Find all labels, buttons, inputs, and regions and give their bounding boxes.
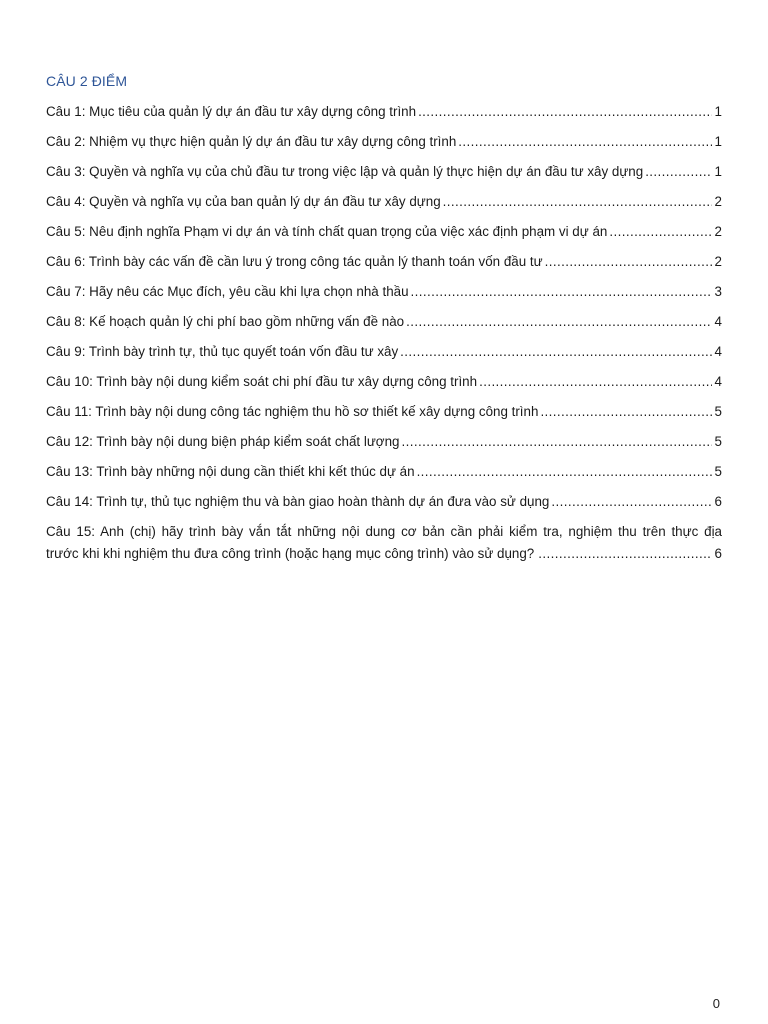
dot-leader: [479, 371, 711, 393]
dot-leader: [540, 401, 711, 423]
toc-entry[interactable]: [46, 491, 722, 521]
toc-entry-title: Câu 5: Nêu định nghĩa Phạm vi dự án và tính chất quan trọng của việc xác định phạm vi dự án: [46, 224, 608, 239]
toc-entry[interactable]: [46, 161, 722, 191]
toc-entry-page: 5: [714, 464, 722, 479]
toc-entry-page: 1: [714, 104, 722, 119]
toc-entry-page: 5: [714, 434, 722, 449]
toc-entry[interactable]: [46, 461, 722, 491]
dot-leader: [411, 281, 712, 303]
toc-entry[interactable]: [46, 431, 722, 461]
toc-entry-title: Câu 11: Trình bày nội dung công tác nghiệm thu hồ sơ thiết kế xây dựng công trình: [46, 404, 539, 419]
toc-entry-title: Câu 13: Trình bày những nội dung cần thiết khi kết thúc dự án: [46, 464, 415, 479]
dot-leader: [406, 311, 711, 333]
toc-entry-title: Câu 9: Trình bày trình tự, thủ tục quyết toán vốn đầu tư xây: [46, 344, 399, 359]
toc-entry-title: Câu 1: Mục tiêu của quản lý dự án đầu tư xây dựng công trình: [46, 104, 417, 119]
dot-leader: [443, 191, 712, 213]
toc-entry-title-line2: trước khi khi nghiệm thu đưa công trình (hoặc hạng mục công trình) vào sử dụng?: [46, 546, 535, 561]
toc-entry-title: Câu 7: Hãy nêu các Mục đích, yêu cầu khi lựa chọn nhà thầu: [46, 284, 409, 299]
toc-entry-page: 6: [714, 494, 722, 509]
toc-entry[interactable]: [46, 131, 722, 161]
toc-entry-line2: [46, 543, 722, 565]
toc-entry-page: 1: [714, 164, 722, 179]
toc-entry[interactable]: [46, 311, 722, 341]
toc-entry-multiline[interactable]: [46, 521, 722, 565]
footer-page-number: 0: [712, 996, 720, 1011]
table-of-contents: [46, 101, 722, 565]
toc-entry-title: Câu 4: Quyền và nghĩa vụ của ban quản lý dự án đầu tư xây dựng: [46, 194, 441, 209]
toc-entry-page: 5: [714, 404, 722, 419]
toc-entry-page: 4: [714, 344, 722, 359]
toc-entry-page: 3: [714, 284, 722, 299]
dot-leader: [458, 131, 711, 153]
toc-entry-title: Câu 12: Trình bày nội dung biện pháp kiểm soát chất lượng: [46, 434, 400, 449]
dot-leader: [417, 461, 712, 483]
toc-entry[interactable]: [46, 251, 722, 281]
toc-entry-title: Câu 8: Kế hoạch quản lý chi phí bao gồm những vấn đề nào: [46, 314, 405, 329]
toc-entry[interactable]: [46, 221, 722, 251]
toc-entry-title: Câu 3: Quyền và nghĩa vụ của chủ đầu tư trong việc lập và quản lý thực hiện dự án đầu tư xây dựng: [46, 164, 644, 179]
toc-heading: CÂU 2 ĐIỂM: [46, 73, 128, 89]
toc-entry-page: 2: [714, 194, 722, 209]
dot-leader: [645, 161, 711, 183]
toc-entry[interactable]: [46, 341, 722, 371]
toc-entry-page: 2: [714, 224, 722, 239]
toc-entry-page: 1: [714, 134, 722, 149]
dot-leader: [551, 491, 711, 513]
toc-entry[interactable]: [46, 281, 722, 311]
toc-entry-title: Câu 2: Nhiệm vụ thực hiện quản lý dự án đầu tư xây dựng công trình: [46, 134, 457, 149]
toc-entry[interactable]: [46, 401, 722, 431]
toc-entry-page: 4: [714, 314, 722, 329]
toc-entry-page: 2: [714, 254, 722, 269]
toc-entry-title: Câu 10: Trình bày nội dung kiểm soát chi phí đầu tư xây dựng công trình: [46, 374, 478, 389]
toc-entry[interactable]: [46, 371, 722, 401]
dot-leader: [418, 101, 711, 123]
toc-entry[interactable]: [46, 191, 722, 221]
dot-leader: [609, 221, 711, 243]
toc-entry-page: 4: [714, 374, 722, 389]
dot-leader: [401, 431, 711, 453]
toc-entry-title: Câu 6: Trình bày các vấn đề cần lưu ý trong công tác quản lý thanh toán vốn đầu tư: [46, 254, 543, 269]
toc-entry-title-line1: Câu 15: Anh (chị) hãy trình bày vắn tắt những nội dung cơ bản cần phải kiểm tra, nghiệm thu trên thực địa: [46, 524, 722, 539]
dot-leader: [545, 251, 712, 273]
toc-entry-title: Câu 14: Trình tự, thủ tục nghiệm thu và bàn giao hoàn thành dự án đưa vào sử dụng: [46, 494, 550, 509]
toc-entry-page: 6: [714, 546, 722, 561]
toc-entry[interactable]: [46, 101, 722, 131]
dot-leader: [538, 543, 711, 565]
dot-leader: [400, 341, 711, 363]
